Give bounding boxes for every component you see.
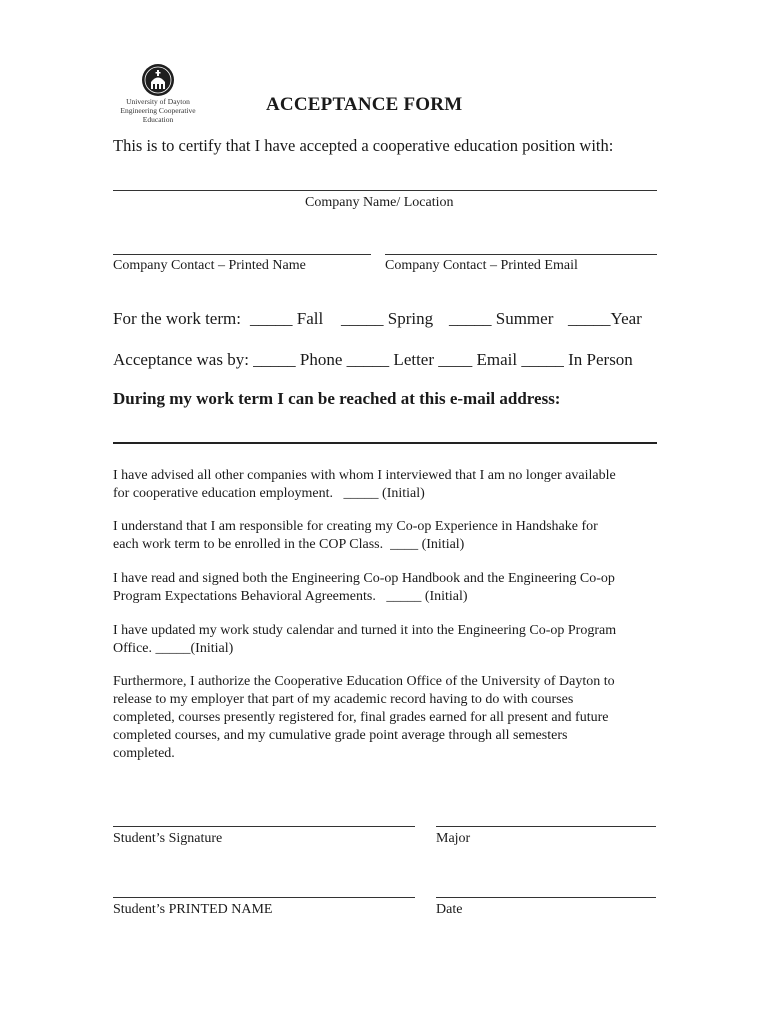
statement-line: I have updated my work study calendar and turned it into the Engineering Co-op Program <box>113 623 617 638</box>
student-printed-name-label: Student’s PRINTED NAME <box>113 902 273 917</box>
statement-handbook <box>113 570 661 606</box>
date-label: Date <box>436 902 463 917</box>
company-name-location-field[interactable] <box>113 190 657 191</box>
work-term-year-option[interactable]: _____Year <box>568 309 642 328</box>
authorization-line: completed courses, and my cumulative grade point average through all semesters <box>113 728 568 743</box>
contact-printed-email-label: Company Contact – Printed Email <box>385 258 578 273</box>
contact-printed-email-field[interactable] <box>385 254 657 255</box>
initial-line[interactable]: Office. _____(Initial) <box>113 641 234 656</box>
student-signature-label: Student’s Signature <box>113 831 223 846</box>
form-title: ACCEPTANCE FORM <box>266 94 463 115</box>
authorization-line: release to my employer that part of my academic record having to do with courses <box>113 692 574 707</box>
work-term-spring-option[interactable]: _____ Spring <box>341 309 434 328</box>
major-field[interactable] <box>436 826 656 827</box>
authorization-paragraph <box>113 673 661 763</box>
email-prompt: During my work term I can be reached at this e-mail address: <box>113 389 561 408</box>
university-seal-logo <box>141 63 175 97</box>
student-signature-field[interactable] <box>113 826 415 827</box>
initial-line[interactable]: each work term to be enrolled in the COP Class. ____ (Initial) <box>113 537 465 552</box>
work-term-label: For the work term: <box>113 309 241 328</box>
work-term-fall-option[interactable]: _____ Fall <box>250 309 324 328</box>
authorization-line: completed. <box>113 746 175 761</box>
logo-text <box>112 97 204 124</box>
authorization-line: Furthermore, I authorize the Cooperative Education Office of the University of Dayton to <box>113 674 615 689</box>
statement-work-study-calendar <box>113 622 661 658</box>
work-term-summer-option[interactable]: _____ Summer <box>449 309 554 328</box>
contact-printed-name-label: Company Contact – Printed Name <box>113 258 306 273</box>
statement-no-longer-available <box>113 467 661 503</box>
statement-line: I have advised all other companies with whom I interviewed that I am no longer available <box>113 468 616 483</box>
acceptance-method-line[interactable]: Acceptance was by: _____ Phone _____ Letter ____ Email _____ In Person <box>113 350 633 369</box>
date-field[interactable] <box>436 897 656 898</box>
company-name-location-label: Company Name/ Location <box>305 195 454 210</box>
initial-line[interactable]: for cooperative education employment. _____ (Initial) <box>113 486 425 501</box>
student-printed-name-field[interactable] <box>113 897 415 898</box>
logo-line: Engineering Cooperative <box>120 106 196 115</box>
logo-line: Education <box>142 115 174 124</box>
authorization-line: completed, courses presently registered for, final grades earned for all present and future <box>113 710 609 725</box>
statement-handshake <box>113 518 661 554</box>
statement-line: I understand that I am responsible for creating my Co-op Experience in Handshake for <box>113 519 598 534</box>
certify-statement: This is to certify that I have accepted a cooperative education position with: <box>113 136 614 155</box>
major-label: Major <box>436 831 471 846</box>
statement-line: I have read and signed both the Engineering Co-op Handbook and the Engineering Co-op <box>113 571 615 586</box>
email-address-field[interactable] <box>113 442 657 444</box>
contact-printed-name-field[interactable] <box>113 254 371 255</box>
initial-line[interactable]: Program Expectations Behavioral Agreements. _____ (Initial) <box>113 589 468 604</box>
logo-line: University of Dayton <box>126 97 190 106</box>
